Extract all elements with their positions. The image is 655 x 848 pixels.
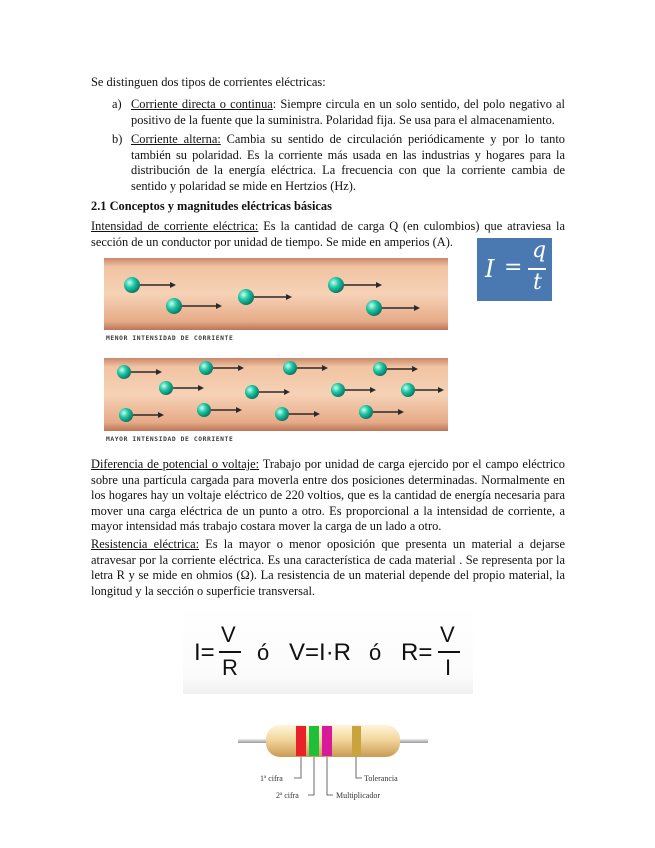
formula-current-den: R <box>222 655 238 680</box>
formula-current-num: V <box>221 622 236 647</box>
label-tolerance: Tolerancia <box>364 774 398 783</box>
leader-first-digit <box>294 757 301 778</box>
formula-lhs: I <box>485 255 495 283</box>
band-first-digit <box>296 726 306 756</box>
leader-multiplier <box>327 757 333 795</box>
intro-text: Se distinguen dos tipos de corrientes eléctricas: <box>91 75 326 89</box>
resistor-diagram <box>238 712 428 804</box>
leader-second-digit <box>308 757 314 795</box>
definition: : Siempre circula en un solo sentido, del polo negativo al positivo de la fuente que la suministra. Polaridad fija. Se usa para el almacenamiento. <box>131 97 565 127</box>
low-intensity-label: MENOR INTENSIDAD DE CORRIENTE <box>106 335 234 342</box>
high-intensity-label: MAYOR INTENSIDAD DE CORRIENTE <box>106 436 234 443</box>
definition: Cambia su sentido de circulación periódicamente y por lo tanto también su polaridad. Es la corriente más usada en las industrias y hogares para la distribución de la energía eléctrica. La frecuencia con que la corriente cambia de sentido y polaridad se mide en Hertzios (Hz). <box>131 132 565 193</box>
lead-right <box>396 739 428 743</box>
term-alternating-current: Corriente alterna: <box>131 132 221 146</box>
formula-voltage: V=I·R <box>289 639 352 666</box>
low-current-tube <box>104 258 448 330</box>
list-item-text <box>131 132 565 194</box>
formula-resistance-num: V <box>440 622 455 647</box>
high-current-tube <box>104 358 448 431</box>
band-tolerance <box>352 726 361 756</box>
definition: Trabajo por unidad de carga ejercido por el campo eléctrico sobre una partícula cargada para moverla entre dos posiciones determinadas. Normalmente en los hogares hay un voltaje eléctrico de 220 voltios, que es la cantidad de energía necesaria para mover una carga eléctrica de un punto a otro. Es proporcional a la intensidad de corriente, a mayor intensidad más trabajo costara mover la carga de un lado a otro. <box>91 457 565 534</box>
list-item-text <box>131 97 565 128</box>
ohm-law-formula <box>183 604 473 694</box>
term-intensity: Intensidad de corriente eléctrica: <box>91 219 259 233</box>
formula-denominator: t <box>533 270 542 295</box>
formula-separator: ó <box>369 640 382 665</box>
lead-left <box>238 739 270 743</box>
formula-numerator: q <box>532 238 547 263</box>
term-resistance: Resistencia eléctrica: <box>91 537 200 551</box>
resistor-body <box>266 725 400 757</box>
band-second-digit <box>309 726 319 756</box>
tube-body <box>104 258 448 330</box>
band-multiplier <box>322 726 332 756</box>
formula-current-lhs: I= <box>194 639 215 666</box>
formula-equals: = <box>504 255 523 280</box>
fraction-bar <box>438 651 460 653</box>
definition: Es la cantidad de carga Q (en culombios) que atraviesa la sección de un conductor por unidad de tiempo. Se mide en amperios (A). <box>91 219 565 249</box>
section-heading: 2.1 Conceptos y magnitudes eléctricas básicas <box>91 199 332 213</box>
definition: Es la mayor o menor oposición que presenta un material a dejarse atravesar por la corriente eléctrica. Es una característica de cada material . Se representa por la letra R y se mide en ohmios (Ω). La resistencia de un material depende del propio material, la longitud y la sección o superficie transversal. <box>91 537 565 598</box>
resistance-paragraph <box>91 537 565 599</box>
label-first-digit: 1ª cifra <box>260 774 283 783</box>
list-marker: a) <box>112 97 122 111</box>
fraction-bar <box>219 651 241 653</box>
voltage-paragraph <box>91 457 565 535</box>
leader-tolerance <box>356 757 362 778</box>
term-voltage: Diferencia de potencial o voltaje: <box>91 457 260 471</box>
formula-resistance-lhs: R= <box>401 639 433 666</box>
term-direct-current: Corriente directa o continua <box>131 97 273 111</box>
list-marker: b) <box>112 132 123 146</box>
intensity-formula <box>477 238 552 301</box>
formula-separator: ó <box>257 640 270 665</box>
formula-resistance-den: I <box>445 655 452 680</box>
label-multiplier: Multiplicador <box>336 791 380 800</box>
label-second-digit: 2ª cifra <box>276 791 299 800</box>
